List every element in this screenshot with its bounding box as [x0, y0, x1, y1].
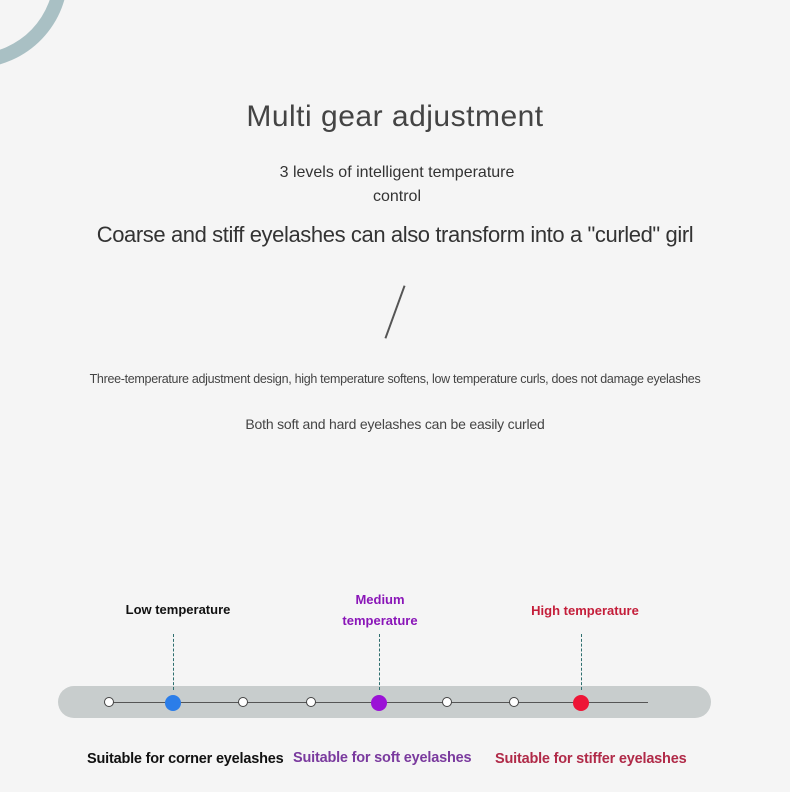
gear-medium-indicator-line: [379, 634, 380, 690]
gear-high-indicator-line: [581, 634, 582, 690]
gear-medium-dot[interactable]: [371, 695, 387, 711]
subtitle: 3 levels of intelligent temperature control: [279, 164, 515, 205]
headline: Coarse and stiff eyelashes can also transform into a "curled" girl: [96, 222, 694, 247]
track-dot: [104, 697, 114, 707]
gear-low-dot[interactable]: [165, 695, 181, 711]
track-dot: [442, 697, 452, 707]
gear-high-label: High temperature: [531, 603, 639, 618]
slash-divider: [384, 285, 405, 338]
gear-high-dot[interactable]: [573, 695, 589, 711]
track-dot: [509, 697, 519, 707]
gear-high-suitability: Suitable for stiffer eyelashes: [495, 751, 687, 767]
description: Three-temperature adjustment design, high temperature softens, low temperature curls, does not damage eyelashes: [89, 372, 701, 386]
corner-decoration: [0, 0, 83, 83]
gear-low-label: Low temperature: [125, 602, 231, 617]
gear-low-suitability: Suitable for corner eyelashes: [87, 751, 284, 767]
page-title: Multi gear adjustment: [246, 100, 544, 133]
gear-low-indicator-line: [173, 634, 174, 690]
gear-medium-label: Medium temperature: [342, 592, 418, 628]
note: Both soft and hard eyelashes can be easily curled: [245, 416, 545, 432]
track-dot: [238, 697, 248, 707]
track-dot: [306, 697, 316, 707]
gear-medium-suitability: Suitable for soft eyelashes: [293, 750, 472, 766]
